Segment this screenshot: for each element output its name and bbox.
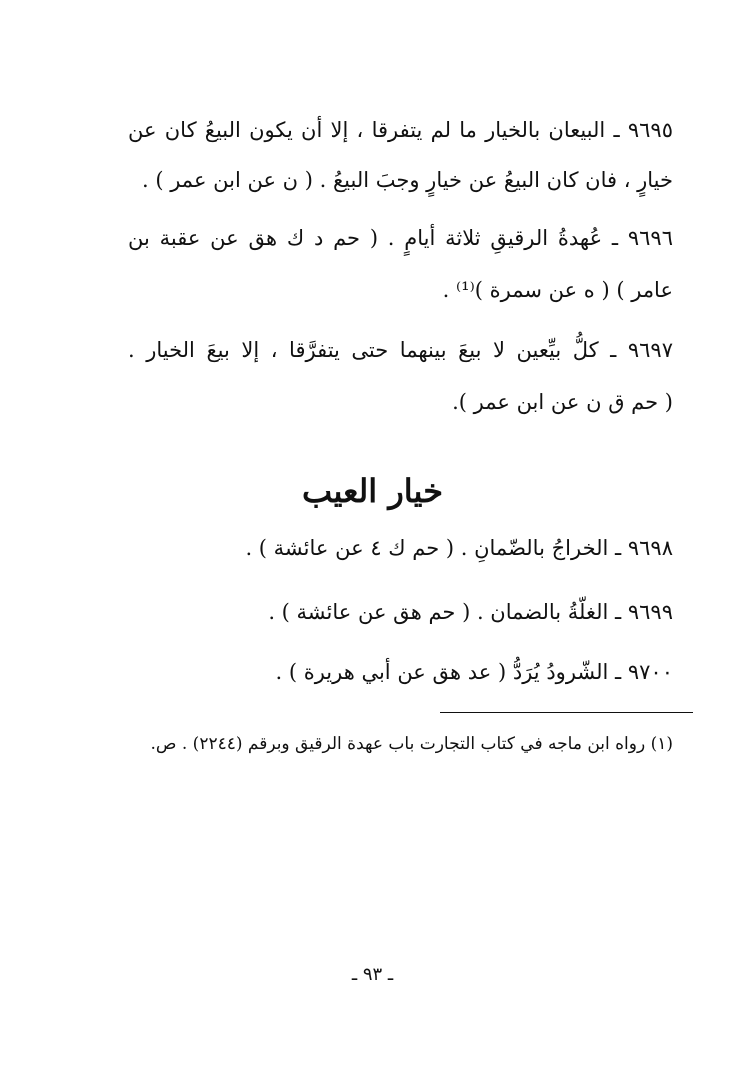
hadith-entry-9698 bbox=[128, 536, 673, 572]
entry-line: ٩٧٠٠ ـ الشّرودُ يُرَدُّ ( عد هق عن أبي هريرة ) . bbox=[275, 660, 673, 684]
entry-line: عامر ) ( ه عن سمرة )⁽¹⁾ . bbox=[442, 278, 673, 302]
hadith-entry-9695 bbox=[128, 118, 673, 198]
entry-line: ( حم ق ن عن ابن عمر ). bbox=[452, 390, 673, 414]
entry-line: ٩٦٩٦ ـ عُهدةُ الرقيقِ ثلاثة أيامٍ . ( حم د ك هق عن عقبة بن bbox=[128, 226, 673, 250]
hadith-entry-9700 bbox=[128, 660, 673, 696]
page-number: ـ ٩٣ ـ bbox=[351, 964, 394, 985]
hadith-entry-9697 bbox=[128, 338, 673, 418]
section-heading: خيار العيب bbox=[302, 472, 443, 510]
hadith-entry-9696 bbox=[128, 226, 673, 306]
footnote-divider bbox=[440, 712, 693, 713]
entry-line: ٩٦٩٨ ـ الخراجُ بالضّمانِ . ( حم ك ٤ عن عائشة ) . bbox=[245, 536, 673, 560]
hadith-entry-9699 bbox=[128, 600, 673, 636]
entry-line: ٩٦٩٧ ـ كلُّ بيِّعين لا بيعَ بينهما حتى يتفرَّقا ، إلا بيعَ الخيار . bbox=[128, 338, 673, 362]
entry-line: ٩٦٩٩ ـ الغلّةُ بالضمان . ( حم هق عن عائشة ) . bbox=[268, 600, 673, 624]
entry-line: ٩٦٩٥ ـ البيعان بالخيار ما لم يتفرقا ، إلا أن يكون البيعُ كان عن bbox=[128, 118, 673, 142]
footnote: (١) رواه ابن ماجه في كتاب التجارت باب عهدة الرقيق وبرقم (٢٢٤٤) . ص. bbox=[150, 734, 673, 754]
entry-line: خيارٍ ، فان كان البيعُ عن خيارٍ وجبَ البيعُ . ( ن عن ابن عمر ) . bbox=[142, 168, 673, 192]
